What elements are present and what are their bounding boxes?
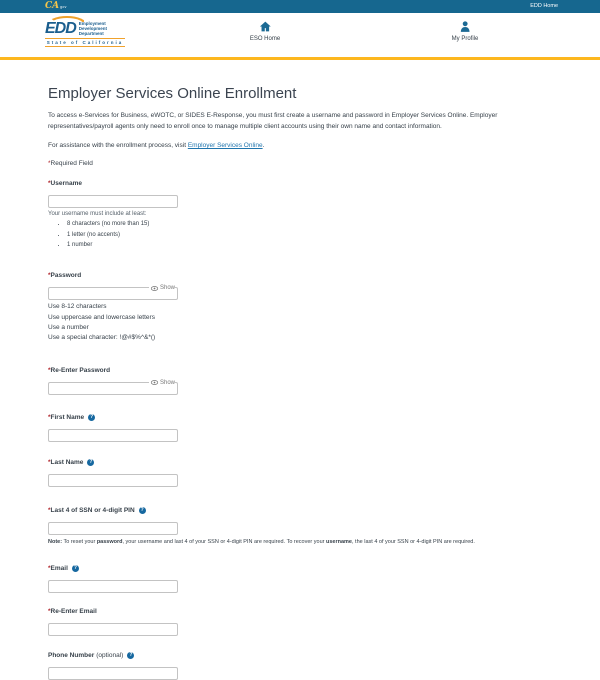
help-icon[interactable]: ?: [73, 565, 77, 572]
eye-icon: [151, 380, 158, 385]
home-icon: [250, 20, 280, 33]
email-label: [48, 565, 552, 572]
username-requirements-list: [67, 221, 552, 248]
password-input-wrap: [48, 282, 178, 300]
password-rules: [48, 303, 552, 342]
email-label-text: Email: [50, 565, 68, 573]
required-asterisk: *: [48, 458, 51, 466]
ssn-pin-input[interactable]: [48, 522, 178, 535]
reenter-password-show-label: Show: [159, 379, 175, 386]
reenter-email-label-text: Re-Enter Email: [50, 608, 97, 616]
required-field-note: [48, 160, 552, 167]
site-header: [0, 13, 600, 57]
ssn-note-text: , the last 4 of your SSN or 4-digit PIN are required.: [352, 538, 475, 545]
reenter-email-input-wrap: [48, 618, 178, 636]
reenter-email-label: [48, 608, 552, 615]
edd-logo[interactable]: [45, 21, 125, 47]
phone-optional-text: (optional): [96, 652, 124, 660]
help-icon[interactable]: ?: [89, 458, 93, 465]
employer-services-online-link[interactable]: Employer Services Online: [187, 142, 263, 150]
last-name-input[interactable]: [48, 474, 178, 487]
edd-logo-line3: Department: [78, 31, 104, 36]
username-requirement-item: • 1 letter (no accents): [67, 232, 552, 238]
required-asterisk: *: [48, 272, 51, 280]
edd-logo-swoosh-arc: [47, 16, 87, 25]
required-asterisk: *: [48, 366, 51, 374]
username-input-wrap: [48, 190, 178, 208]
ca-gov-logo-text: CA: [45, 1, 60, 11]
edd-logo-acronym: EDD: [45, 20, 76, 37]
main-content: [0, 60, 600, 680]
edd-logo-line1: Employment: [78, 21, 106, 26]
edd-logo-top: [45, 21, 125, 36]
last-name-input-wrap: [48, 469, 178, 487]
edd-logo-tagline: State of California: [46, 40, 124, 45]
required-asterisk: *: [48, 565, 51, 573]
last-name-group: [48, 459, 552, 487]
first-name-input[interactable]: [48, 429, 178, 442]
first-name-label-text: First Name: [50, 413, 85, 421]
password-label-text: Password: [50, 272, 82, 280]
first-name-group: [48, 414, 552, 442]
help-icon[interactable]: ?: [90, 413, 94, 420]
password-rule: Use a special character: !@#$%^&*(): [48, 333, 156, 341]
reenter-email-group: [48, 608, 552, 636]
assistance-text: For assistance with the enrollment process, visit: [48, 142, 188, 150]
ssn-note-bold: Note:: [48, 538, 63, 545]
username-hint: Your username must include at least:: [48, 211, 147, 218]
reenter-password-input-wrap: [48, 377, 178, 395]
assistance-line: [48, 142, 552, 149]
password-show-toggle[interactable]: [149, 285, 175, 291]
email-input-wrap: [48, 575, 178, 593]
edd-logo-line2: Development: [78, 26, 108, 31]
username-label-text: Username: [50, 180, 82, 188]
person-icon: [452, 20, 479, 33]
password-rule: Use 8-12 characters: [48, 303, 107, 311]
username-requirement-item: • 8 characters (no more than 15): [67, 221, 552, 227]
password-rule: Use a number: [48, 323, 89, 331]
edd-home-link[interactable]: EDD Home: [530, 3, 558, 9]
reenter-password-group: [48, 367, 552, 395]
page-title: Employer Services Online Enrollment: [48, 85, 297, 102]
reenter-password-label: [48, 367, 552, 374]
username-requirement-item: • 1 number: [67, 242, 552, 248]
email-group: [48, 565, 552, 593]
username-group: [48, 180, 552, 248]
help-icon[interactable]: ?: [129, 652, 133, 659]
email-input[interactable]: [48, 580, 178, 593]
assistance-suffix: .: [262, 142, 265, 150]
ca-gov-logo-subtext: gov: [60, 5, 67, 9]
last-name-label-text: Last Name: [50, 458, 84, 466]
ssn-pin-label-text: Last 4 of SSN or 4-digit PIN: [50, 506, 135, 514]
ssn-pin-input-wrap: [48, 517, 178, 535]
first-name-input-wrap: [48, 424, 178, 442]
help-icon[interactable]: ?: [140, 506, 144, 513]
first-name-label: [48, 414, 552, 421]
reenter-password-label-text: Re-Enter Password: [50, 366, 111, 374]
required-asterisk: *: [48, 160, 51, 168]
phone-label-text: Phone Number: [48, 652, 95, 660]
required-asterisk: *: [48, 413, 51, 421]
ssn-note-bold: password: [96, 538, 123, 545]
password-label: [48, 272, 552, 279]
required-asterisk: *: [48, 180, 51, 188]
phone-input[interactable]: [48, 667, 178, 680]
reenter-email-input[interactable]: [48, 623, 178, 636]
reenter-password-show-toggle[interactable]: [149, 380, 175, 386]
password-show-label: Show: [159, 285, 175, 292]
required-field-label: Required Field: [50, 160, 93, 168]
password-rule: Use uppercase and lowercase letters: [48, 313, 155, 321]
ssn-pin-group: [48, 507, 552, 546]
username-input[interactable]: [48, 195, 178, 208]
required-asterisk: *: [48, 608, 51, 616]
last-name-label: [48, 459, 552, 466]
top-utility-bar: [0, 0, 600, 13]
eye-icon: [151, 286, 158, 291]
phone-label: [48, 652, 552, 659]
password-group: [48, 272, 552, 342]
phone-input-wrap: [48, 662, 178, 680]
username-label: [48, 180, 552, 187]
phone-group: [48, 652, 552, 680]
ssn-pin-note: [48, 539, 552, 546]
ssn-note-text: To reset your: [62, 538, 97, 545]
ca-gov-logo[interactable]: [45, 2, 67, 11]
nav-eso-home-label: ESO Home: [249, 36, 281, 42]
ssn-pin-label: [48, 507, 552, 514]
nav-eso-home[interactable]: [250, 20, 280, 42]
ssn-note-bold: username: [326, 538, 352, 545]
ssn-note-text: , your username and last 4 of your SSN or 4-digit PIN are required. To recover your: [122, 538, 326, 545]
intro-paragraph: To access e-Services for Business, eWOTC, or SIDES E-Response, you must first create a username and password in Employer Services Online. Employer representatives/payroll agents only need to enroll once to manage multiple client accounts using their own name and contact information.: [48, 112, 498, 130]
nav-my-profile[interactable]: [452, 20, 479, 42]
nav-my-profile-label: My Profile: [451, 36, 479, 42]
required-asterisk: *: [48, 506, 51, 514]
